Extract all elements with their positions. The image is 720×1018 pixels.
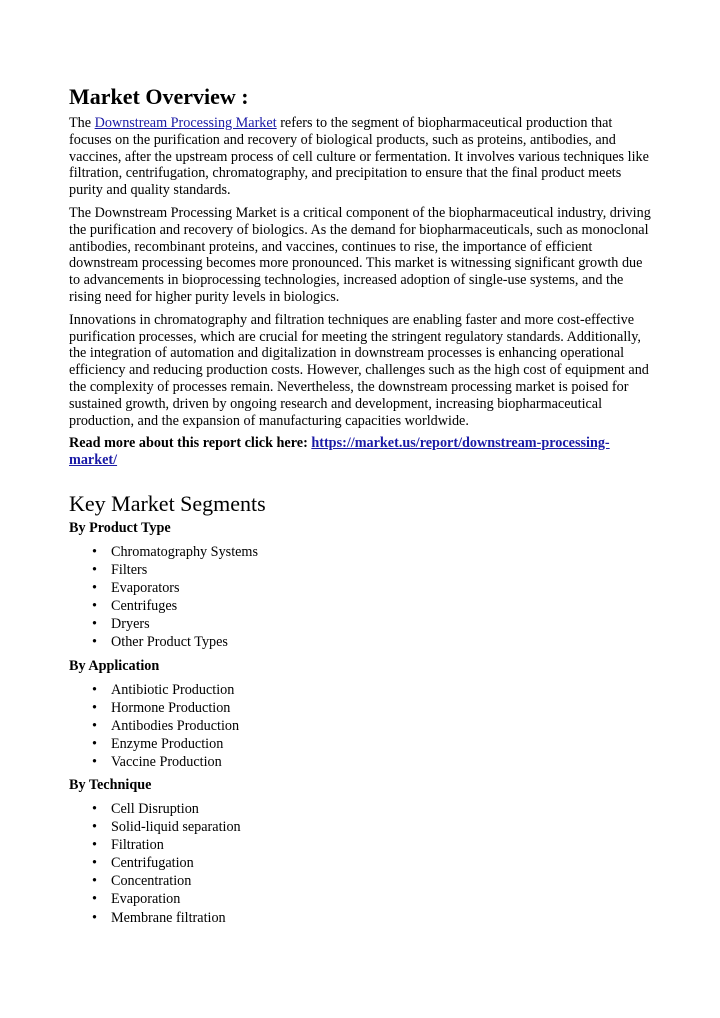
bullet-icon: • xyxy=(92,800,97,817)
list-item xyxy=(92,597,654,615)
list-item-text: Antibodies Production xyxy=(111,717,240,734)
list-item-text: Concentration xyxy=(111,873,192,890)
read-more-line xyxy=(69,435,654,469)
list-item xyxy=(92,854,654,872)
bullet-icon: • xyxy=(92,735,97,752)
bullet-icon: • xyxy=(92,891,97,908)
bullet-icon: • xyxy=(92,873,97,890)
list-item xyxy=(92,735,654,753)
list-item-text: Evaporators xyxy=(111,580,180,597)
bullet-icon: • xyxy=(92,699,97,716)
bullet-icon: • xyxy=(92,562,97,579)
bullet-icon: • xyxy=(92,681,97,698)
list-item xyxy=(92,753,654,771)
list-item-text: Centrifugation xyxy=(111,855,194,872)
list-item xyxy=(92,800,654,818)
downstream-processing-market-link[interactable]: Downstream Processing Market xyxy=(94,115,277,131)
list-item-text: Solid-liquid separation xyxy=(111,819,241,836)
bullet-icon: • xyxy=(92,580,97,597)
product-type-list xyxy=(69,543,654,652)
application-list xyxy=(69,681,654,771)
list-item xyxy=(92,681,654,699)
list-item-text: Filters xyxy=(111,562,148,579)
segment-heading-technique: By Technique xyxy=(69,776,152,793)
bullet-icon: • xyxy=(92,543,97,560)
list-item-text: Centrifuges xyxy=(111,598,178,615)
technique-list xyxy=(69,800,654,927)
list-item xyxy=(92,818,654,836)
list-item xyxy=(92,633,654,651)
overview-p1-suffix: refers to the segment of biopharmaceutical production that focuses on the purification and recovery of biological products, such as proteins, antibodies, and vaccines, after the upstream process of cell culture or fermentation. It involves various techniques like filtration, centrifugation, chromatography, and precipitation to ensure that the final product meets purity and quality standards. xyxy=(69,115,649,199)
list-item xyxy=(92,872,654,890)
overview-paragraph-3: Innovations in chromatography and filtration techniques are enabling faster and more cost-effective purification processes, which are crucial for meeting the stringent regulatory standards. Additionally, the integration of automation and digitalization in downstream processes is enhancing operational efficiency and reducing production costs. However, challenges such as the high cost of equipment and the complexity of processes remain. Nevertheless, the downstream processing market is poised for sustained growth, driven by ongoing research and development, increasing biopharmaceutical production, and the expansion of manufacturing capacities worldwide. xyxy=(69,311,649,429)
list-item-text: Evaporation xyxy=(111,891,181,908)
bullet-icon: • xyxy=(92,717,97,734)
bullet-icon: • xyxy=(92,909,97,926)
bullet-icon: • xyxy=(92,634,97,651)
list-item xyxy=(92,579,654,597)
segment-heading-application: By Application xyxy=(69,657,160,674)
bullet-icon: • xyxy=(92,855,97,872)
segments-heading: Key Market Segments xyxy=(69,490,266,516)
list-item xyxy=(92,836,654,854)
list-item-text: Enzyme Production xyxy=(111,735,224,752)
bullet-icon: • xyxy=(92,837,97,854)
report-link[interactable]: https://market.us/report/downstream-processing-market/ xyxy=(69,435,610,469)
bullet-icon: • xyxy=(92,616,97,633)
list-item-text: Vaccine Production xyxy=(111,753,222,770)
list-item xyxy=(92,699,654,717)
list-item-text: Dryers xyxy=(111,616,150,633)
read-more-label: Read more about this report click here: xyxy=(69,435,312,452)
list-item-text: Filtration xyxy=(111,837,164,854)
list-item xyxy=(92,717,654,735)
list-item-text: Antibiotic Production xyxy=(111,681,235,698)
list-item-text: Cell Disruption xyxy=(111,800,199,817)
overview-heading: Market Overview : xyxy=(69,84,249,109)
document-page xyxy=(69,84,654,933)
overview-p1-prefix: The xyxy=(69,115,95,131)
bullet-icon: • xyxy=(92,598,97,615)
list-item xyxy=(92,909,654,927)
list-item-text: Hormone Production xyxy=(111,699,231,716)
list-item-text: Membrane filtration xyxy=(111,909,226,926)
bullet-icon: • xyxy=(92,753,97,770)
segment-heading-product-type: By Product Type xyxy=(69,519,171,536)
overview-paragraph-1 xyxy=(69,115,654,199)
list-item xyxy=(92,890,654,908)
bullet-icon: • xyxy=(92,819,97,836)
list-item xyxy=(92,543,654,561)
overview-paragraph-2: The Downstream Processing Market is a critical component of the biopharmaceutical industry, driving the purification and recovery of biologics. As the demand for biopharmaceuticals, such as monoclonal antibodies, recombinant proteins, and vaccines, continues to rise, the importance of efficient downstream processing becomes more pronounced. This market is witnessing significant growth due to advancements in bioprocessing technologies, increased adoption of single-use systems, and the rising need for higher purity levels in biologics. xyxy=(69,204,651,305)
list-item-text: Chromatography Systems xyxy=(111,543,258,560)
section-spacer xyxy=(69,469,654,491)
list-item-text: Other Product Types xyxy=(111,634,228,651)
list-item xyxy=(92,615,654,633)
list-item xyxy=(92,561,654,579)
